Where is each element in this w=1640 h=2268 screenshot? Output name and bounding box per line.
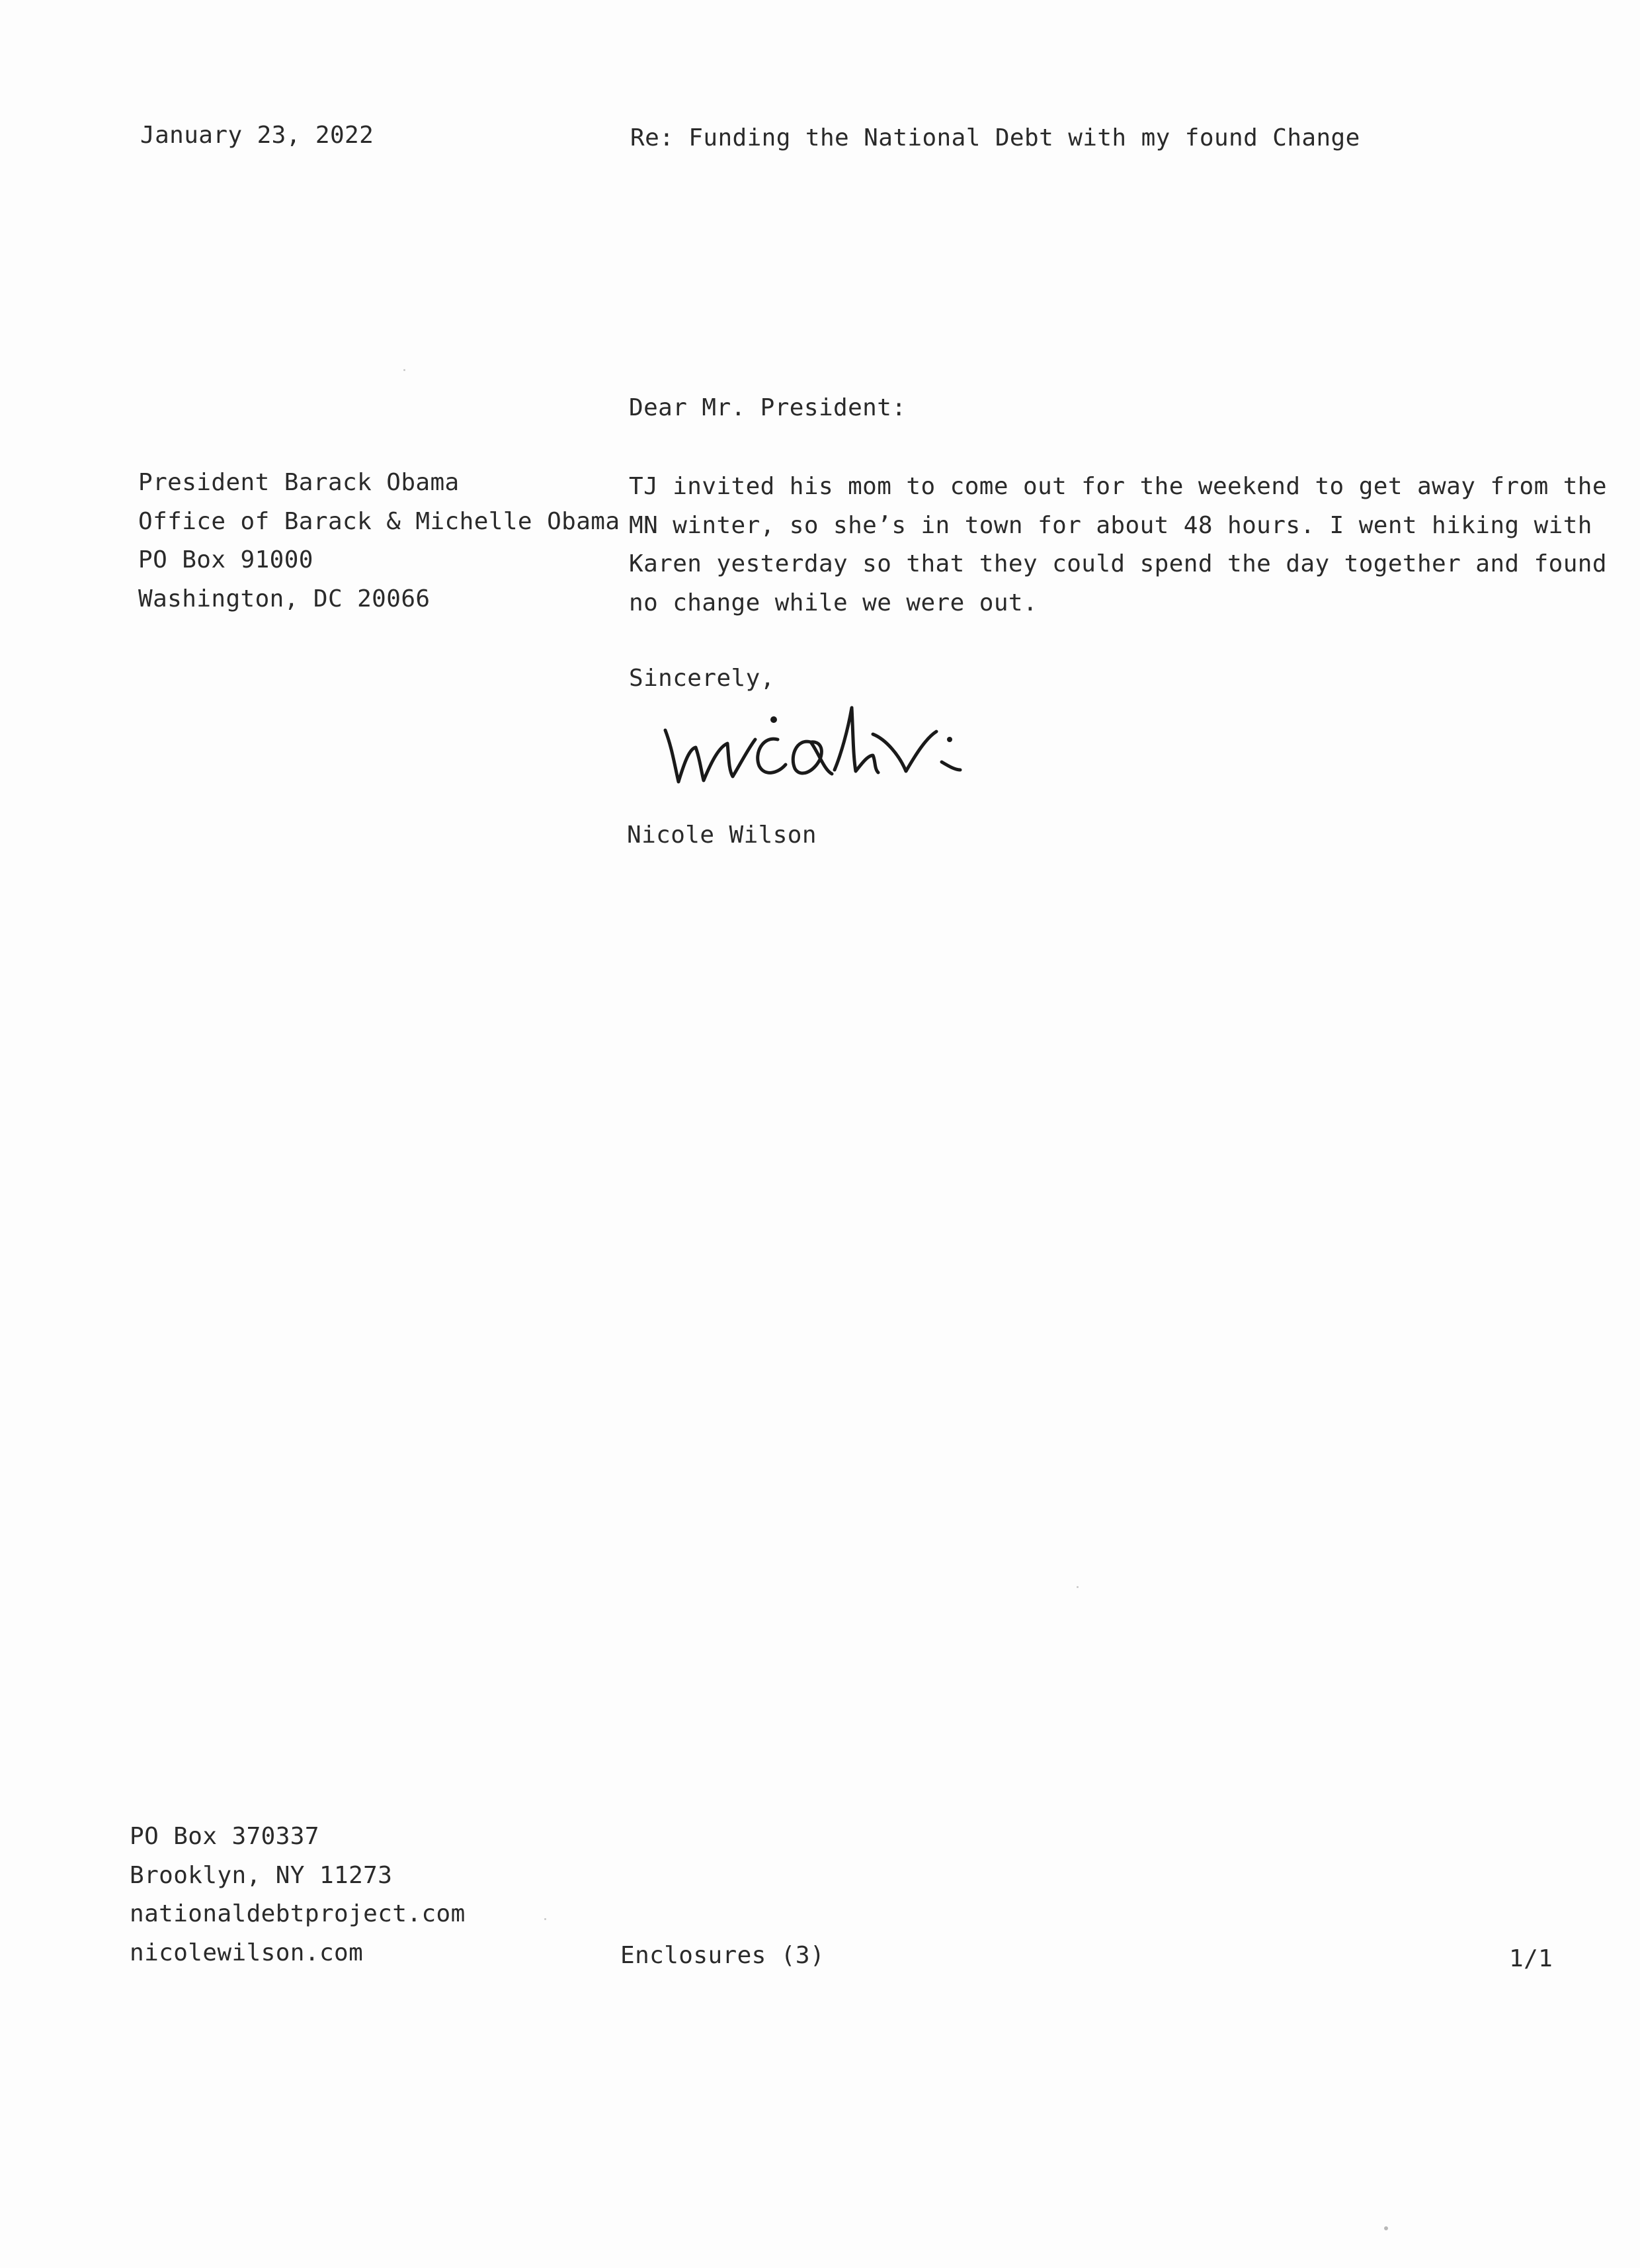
sender-address [130, 1818, 466, 1972]
body-line: no change while we were out. [629, 589, 1038, 616]
recipient-address [138, 464, 620, 618]
letter-body [629, 468, 1607, 622]
recipient-line: President Barack Obama [138, 469, 460, 496]
page-number: 1/1 [1509, 1945, 1553, 1972]
letter-date: January 23, 2022 [140, 122, 374, 149]
signer-name: Nicole Wilson [627, 821, 817, 849]
body-line: MN winter, so she’s in town for about 48 hours. I went hiking with [629, 511, 1592, 539]
handwritten-signature [655, 701, 972, 794]
sender-line: nationaldebtproject.com [130, 1900, 466, 1927]
recipient-line: Office of Barack & Michelle Obama [138, 507, 620, 535]
salutation: Dear Mr. President: [629, 394, 907, 421]
scan-speck [403, 369, 405, 371]
sender-line: PO Box 370337 [130, 1823, 319, 1850]
scan-speck [544, 1918, 546, 1920]
body-line: TJ invited his mom to come out for the weekend to get away from the [629, 473, 1607, 500]
body-line: Karen yesterday so that they could spend the day together and found [629, 550, 1607, 577]
scan-speck [1384, 2226, 1388, 2230]
sender-line: nicolewilson.com [130, 1939, 364, 1966]
recipient-line: PO Box 91000 [138, 546, 313, 573]
sender-line: Brooklyn, NY 11273 [130, 1861, 393, 1889]
scan-speck [1077, 1586, 1079, 1588]
recipient-line: Washington, DC 20066 [138, 585, 430, 612]
enclosures-note: Enclosures (3) [620, 1942, 825, 1969]
letter-subject: Re: Funding the National Debt with my found Change [630, 124, 1360, 151]
closing: Sincerely, [629, 665, 775, 692]
